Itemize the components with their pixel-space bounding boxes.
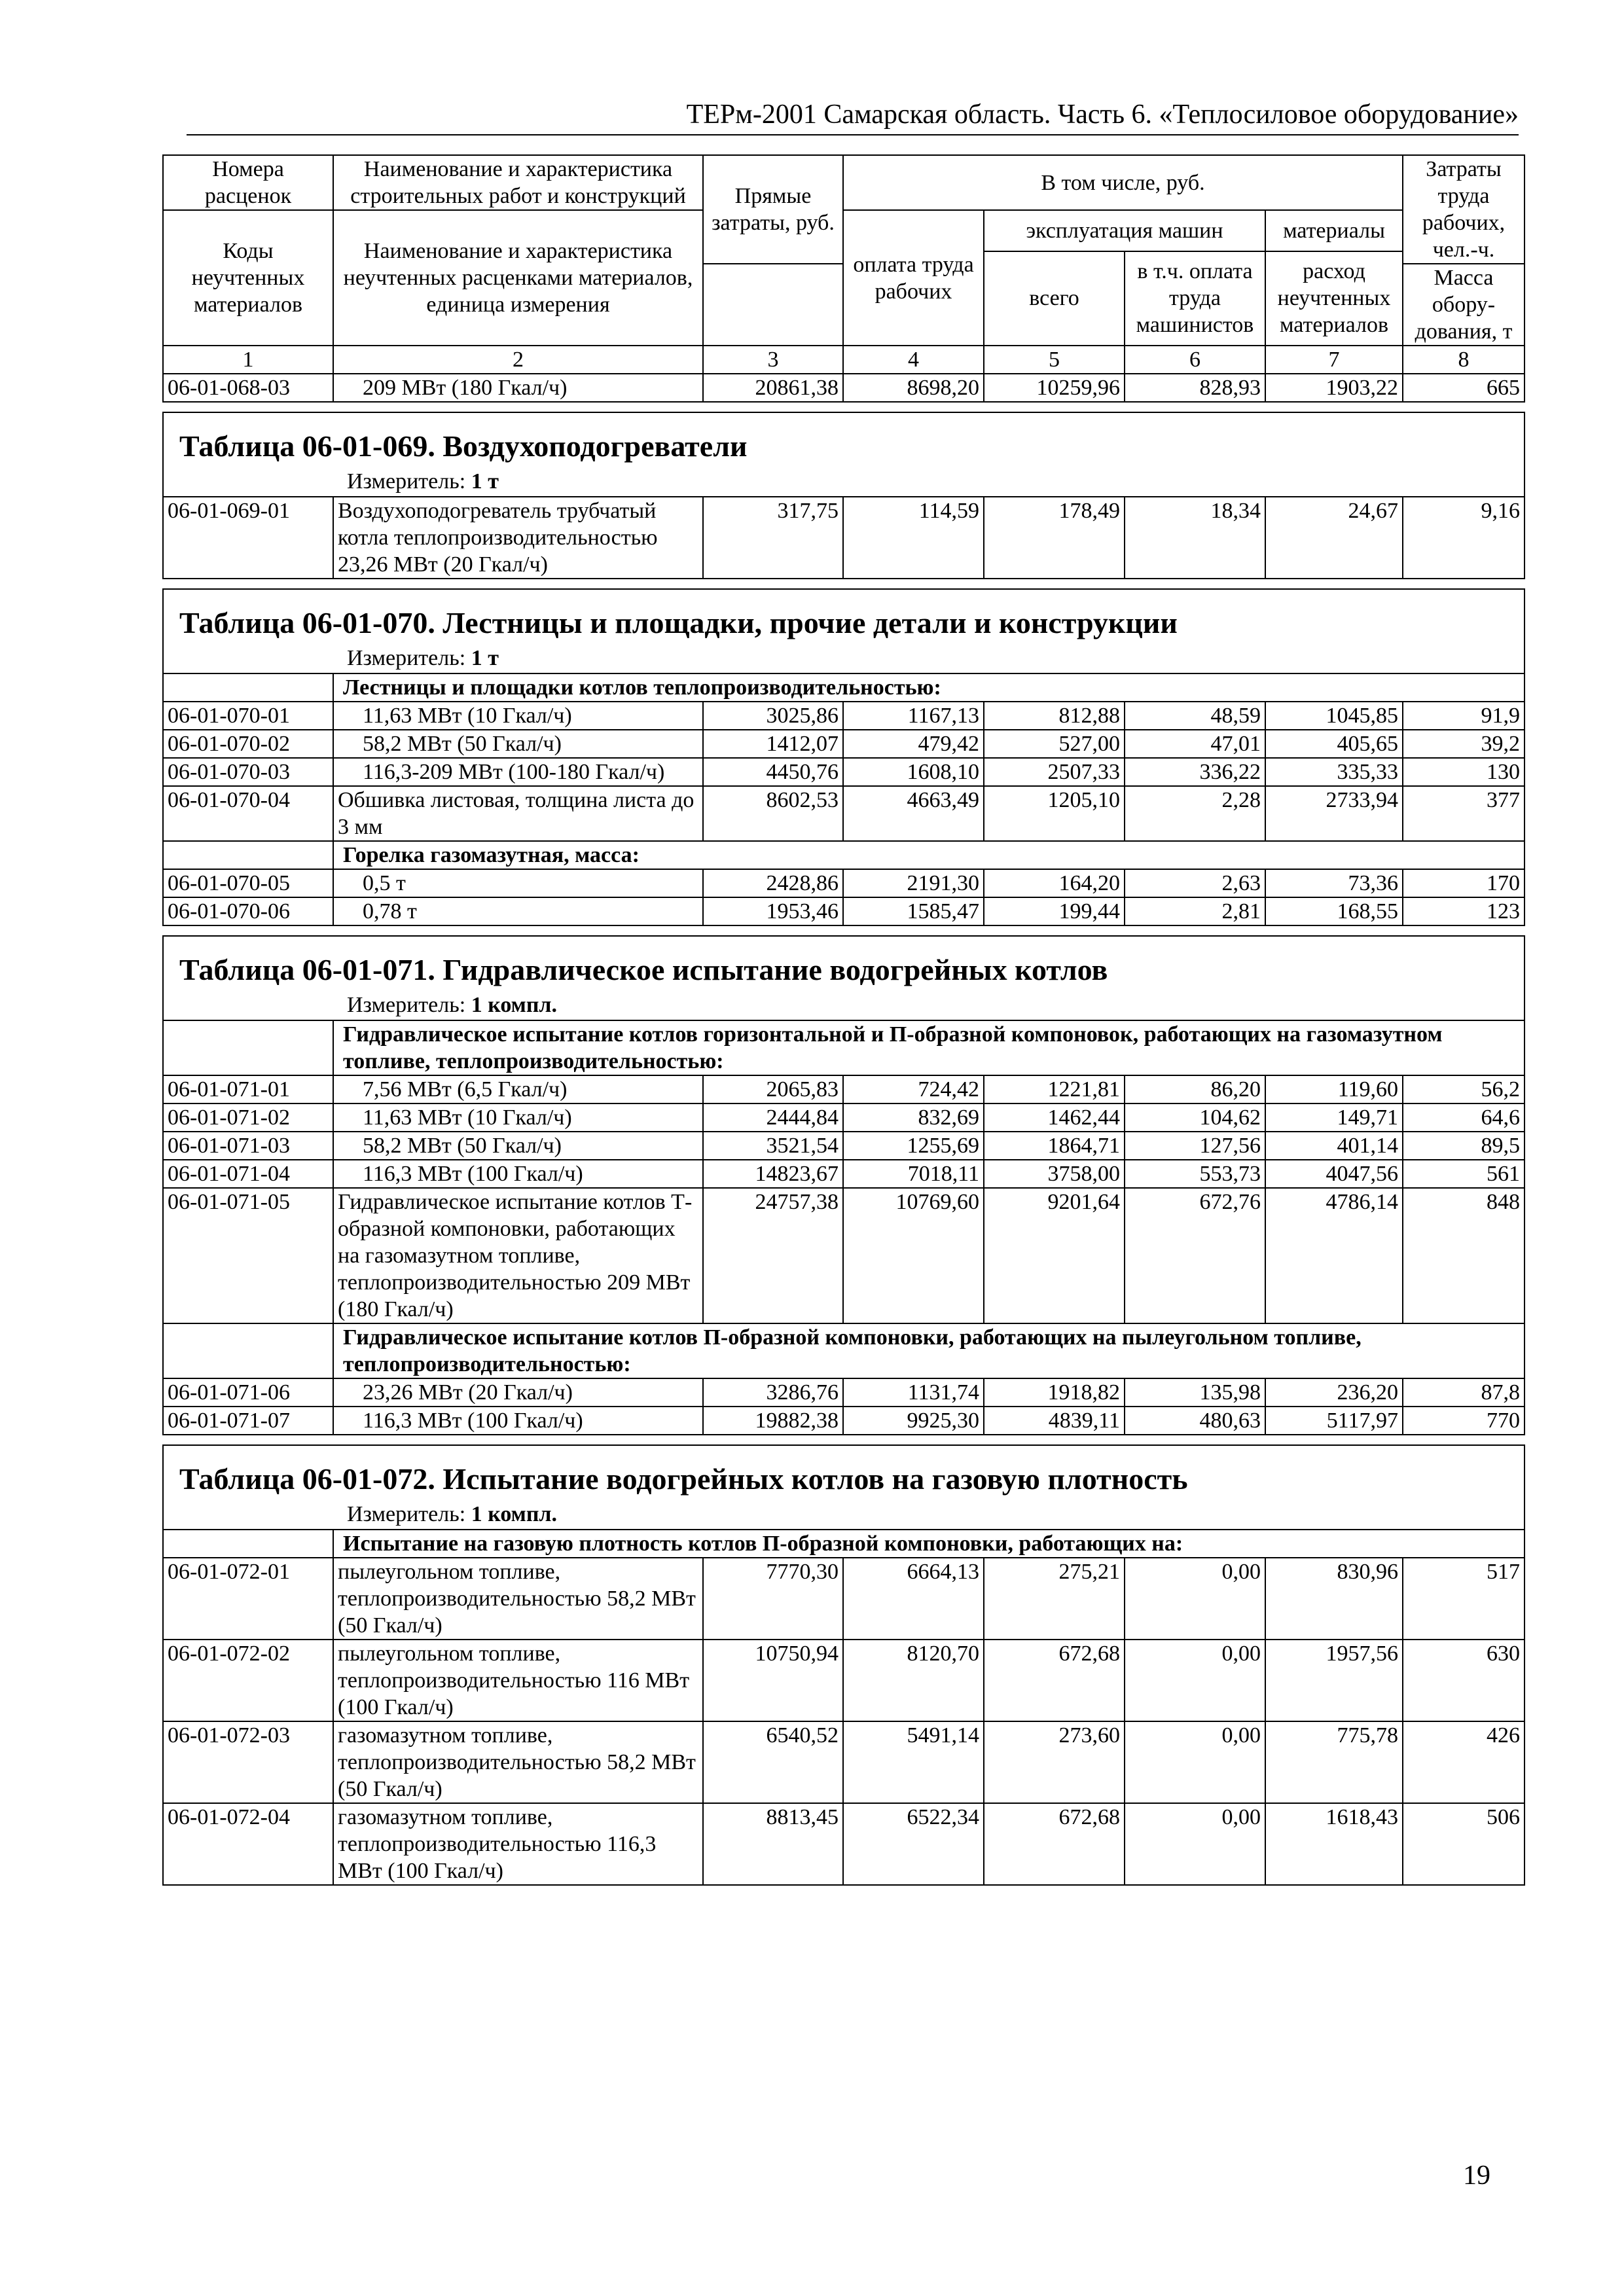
worker-pay-value: 114,59 — [843, 497, 984, 579]
direct-costs-value: 3025,86 — [703, 702, 843, 730]
col-header-direct-costs-cont — [703, 264, 843, 346]
worker-pay-value: 6522,34 — [843, 1803, 984, 1885]
table-title: Таблица 06-01-071. Гидравлическое испытание водогрейных котлов — [163, 936, 1525, 988]
table-title-row — [163, 936, 1525, 988]
machine-total-value: 178,49 — [984, 497, 1125, 579]
col-header-worker-pay: оплата труда рабочих — [843, 210, 984, 346]
rate-name: Гидравлическое испытание котлов Т-образной компоновки, работающих на газомазутном топливе, теплопроизводительностью 209 МВт (180 Гкал/ч) — [333, 1188, 703, 1323]
materials-cost-value: 775,78 — [1265, 1721, 1403, 1803]
rate-code: 06-01-071-06 — [163, 1378, 333, 1407]
unit-line — [163, 641, 1525, 673]
col-number: 2 — [333, 346, 703, 374]
table-row — [163, 1803, 1525, 1885]
labor-or-mass-value: 506 — [1403, 1803, 1525, 1885]
subheading-row — [163, 1530, 1525, 1558]
rate-name: пылеугольном топливе, теплопроизводительностью 116 МВт (100 Гкал/ч) — [333, 1640, 703, 1721]
materials-cost-value: 236,20 — [1265, 1378, 1403, 1407]
materials-cost-value: 119,60 — [1265, 1075, 1403, 1103]
table-title: Таблица 06-01-070. Лестницы и площадки, прочие детали и конструкции — [163, 589, 1525, 641]
machinist-pay-value: 86,20 — [1125, 1075, 1265, 1103]
direct-costs-value: 2444,84 — [703, 1103, 843, 1132]
rate-code: 06-01-071-04 — [163, 1160, 333, 1188]
direct-costs-value: 1953,46 — [703, 897, 843, 925]
rate-code: 06-01-071-03 — [163, 1132, 333, 1160]
direct-costs-value: 24757,38 — [703, 1188, 843, 1323]
table-row — [163, 730, 1525, 758]
col-number: 1 — [163, 346, 333, 374]
labor-or-mass-value: 770 — [1403, 1407, 1525, 1435]
machine-total-value: 199,44 — [984, 897, 1125, 925]
rate-code: 06-01-072-02 — [163, 1640, 333, 1721]
table-row — [163, 497, 1525, 579]
header-rule — [187, 134, 1519, 135]
labor-or-mass-value: 426 — [1403, 1721, 1525, 1803]
rate-name: 7,56 МВт (6,5 Гкал/ч) — [333, 1075, 703, 1103]
unit-line — [163, 464, 1525, 497]
table-row — [163, 1188, 1525, 1323]
labor-or-mass-value: 665 — [1403, 374, 1525, 402]
unit-label: Измеритель: — [347, 1502, 466, 1526]
table-title: Таблица 06-01-072. Испытание водогрейных котлов на газовую плотность — [163, 1445, 1525, 1497]
machine-total-value: 164,20 — [984, 869, 1125, 897]
table-title-row — [163, 1445, 1525, 1497]
rate-name: 116,3 МВт (100 Гкал/ч) — [333, 1407, 703, 1435]
rate-code: 06-01-068-03 — [163, 374, 333, 402]
spacer — [163, 579, 1525, 589]
rate-code: 06-01-070-02 — [163, 730, 333, 758]
worker-pay-value: 9925,30 — [843, 1407, 984, 1435]
table-row — [163, 786, 1525, 841]
machinist-pay-value: 0,00 — [1125, 1721, 1265, 1803]
spacer — [163, 1435, 1525, 1445]
running-header: ТЕРм-2001 Самарская область. Часть 6. «Теплосиловое оборудование» — [686, 99, 1519, 130]
labor-or-mass-value: 89,5 — [1403, 1132, 1525, 1160]
direct-costs-value: 2065,83 — [703, 1075, 843, 1103]
rate-name: 58,2 МВт (50 Гкал/ч) — [333, 1132, 703, 1160]
spacer-row — [163, 1435, 1525, 1445]
unit-value: 1 т — [471, 646, 499, 670]
machinist-pay-value: 0,00 — [1125, 1803, 1265, 1885]
col-number: 4 — [843, 346, 984, 374]
direct-costs-value: 20861,38 — [703, 374, 843, 402]
materials-cost-value: 168,55 — [1265, 897, 1403, 925]
rate-name: пылеугольном топливе, теплопроизводительностью 58,2 МВт (50 Гкал/ч) — [333, 1558, 703, 1640]
rate-name: 58,2 МВт (50 Гкал/ч) — [333, 730, 703, 758]
machine-total-value: 9201,64 — [984, 1188, 1125, 1323]
machine-total-value: 1221,81 — [984, 1075, 1125, 1103]
table-row — [163, 897, 1525, 925]
unit-row — [163, 1497, 1525, 1530]
direct-costs-value: 2428,86 — [703, 869, 843, 897]
machinist-pay-value: 48,59 — [1125, 702, 1265, 730]
labor-or-mass-value: 9,16 — [1403, 497, 1525, 579]
rate-name: 116,3 МВт (100 Гкал/ч) — [333, 1160, 703, 1188]
table-title-row — [163, 589, 1525, 641]
col-header-material-consumption: расход неучтенных материалов — [1265, 251, 1403, 346]
labor-or-mass-value: 123 — [1403, 897, 1525, 925]
machinist-pay-value: 104,62 — [1125, 1103, 1265, 1132]
machine-total-value: 672,68 — [984, 1803, 1125, 1885]
rate-name: Обшивка листовая, толщина листа до 3 мм — [333, 786, 703, 841]
machine-total-value: 1462,44 — [984, 1103, 1125, 1132]
table-row — [163, 1132, 1525, 1160]
machine-total-value: 1205,10 — [984, 786, 1125, 841]
table-row — [163, 869, 1525, 897]
subheading-code-cell — [163, 1020, 333, 1075]
materials-cost-value: 1957,56 — [1265, 1640, 1403, 1721]
rate-name: газомазутном топливе, теплопроизводительностью 58,2 МВт (50 Гкал/ч) — [333, 1721, 703, 1803]
direct-costs-value: 3286,76 — [703, 1378, 843, 1407]
rate-code: 06-01-072-01 — [163, 1558, 333, 1640]
materials-cost-value: 401,14 — [1265, 1132, 1403, 1160]
labor-or-mass-value: 377 — [1403, 786, 1525, 841]
unit-value: 1 компл. — [471, 993, 558, 1017]
col-header-material-codes: Коды неучтенных материалов — [163, 210, 333, 346]
rate-code: 06-01-070-04 — [163, 786, 333, 841]
unit-label: Измеритель: — [347, 469, 466, 493]
rate-code: 06-01-071-01 — [163, 1075, 333, 1103]
table-row — [163, 1075, 1525, 1103]
worker-pay-value: 1255,69 — [843, 1132, 984, 1160]
rate-name: 209 МВт (180 Гкал/ч) — [333, 374, 703, 402]
table-row — [163, 1160, 1525, 1188]
col-number: 5 — [984, 346, 1125, 374]
worker-pay-value: 7018,11 — [843, 1160, 984, 1188]
unit-value: 1 компл. — [471, 1502, 558, 1526]
spacer-row — [163, 402, 1525, 412]
rate-name: газомазутном топливе, теплопроизводительностью 116,3 МВт (100 Гкал/ч) — [333, 1803, 703, 1885]
direct-costs-value: 6540,52 — [703, 1721, 843, 1803]
col-header-name: Наименование и характеристика строительных работ и конструкций — [333, 155, 703, 210]
table-row — [163, 1558, 1525, 1640]
worker-pay-value: 8120,70 — [843, 1640, 984, 1721]
rate-code: 06-01-070-06 — [163, 897, 333, 925]
machinist-pay-value: 135,98 — [1125, 1378, 1265, 1407]
direct-costs-value: 317,75 — [703, 497, 843, 579]
materials-cost-value: 335,33 — [1265, 758, 1403, 786]
labor-or-mass-value: 39,2 — [1403, 730, 1525, 758]
col-header-including: В том числе, руб. — [843, 155, 1403, 210]
machine-total-value: 1918,82 — [984, 1378, 1125, 1407]
subheading-row — [163, 841, 1525, 869]
subheading-code-cell — [163, 673, 333, 702]
subheading: Лестницы и площадки котлов теплопроизводительностью: — [333, 673, 1525, 702]
subheading-row — [163, 1020, 1525, 1075]
rate-code: 06-01-069-01 — [163, 497, 333, 579]
labor-or-mass-value: 630 — [1403, 1640, 1525, 1721]
materials-cost-value: 1903,22 — [1265, 374, 1403, 402]
worker-pay-value: 479,42 — [843, 730, 984, 758]
col-header-codes: Номера расценок — [163, 155, 333, 210]
worker-pay-value: 10769,60 — [843, 1188, 984, 1323]
labor-or-mass-value: 517 — [1403, 1558, 1525, 1640]
direct-costs-value: 8813,45 — [703, 1803, 843, 1885]
col-header-machinist-pay: в т.ч. оплата труда машинистов — [1125, 251, 1265, 346]
machinist-pay-value: 2,63 — [1125, 869, 1265, 897]
unit-value: 1 т — [471, 469, 499, 493]
worker-pay-value: 8698,20 — [843, 374, 984, 402]
direct-costs-value: 1412,07 — [703, 730, 843, 758]
spacer — [163, 402, 1525, 412]
machine-total-value: 812,88 — [984, 702, 1125, 730]
rate-code: 06-01-070-05 — [163, 869, 333, 897]
machine-total-value: 1864,71 — [984, 1132, 1125, 1160]
table-row — [163, 1721, 1525, 1803]
machine-total-value: 527,00 — [984, 730, 1125, 758]
rate-code: 06-01-071-07 — [163, 1407, 333, 1435]
machinist-pay-value: 828,93 — [1125, 374, 1265, 402]
worker-pay-value: 5491,14 — [843, 1721, 984, 1803]
worker-pay-value: 1585,47 — [843, 897, 984, 925]
col-header-equipment-mass: Масса обору-дования, т — [1403, 264, 1525, 346]
col-header-material-name: Наименование и характеристика неучтенных расценками материалов, единица измерения — [333, 210, 703, 346]
table-row — [163, 758, 1525, 786]
machine-total-value: 2507,33 — [984, 758, 1125, 786]
spacer — [163, 925, 1525, 936]
price-table — [162, 154, 1525, 1886]
rate-code: 06-01-070-03 — [163, 758, 333, 786]
materials-cost-value: 5117,97 — [1265, 1407, 1403, 1435]
direct-costs-value: 19882,38 — [703, 1407, 843, 1435]
unit-line — [163, 1497, 1525, 1530]
col-number: 6 — [1125, 346, 1265, 374]
materials-cost-value: 2733,94 — [1265, 786, 1403, 841]
materials-cost-value: 149,71 — [1265, 1103, 1403, 1132]
materials-cost-value: 1618,43 — [1265, 1803, 1403, 1885]
rate-code: 06-01-071-02 — [163, 1103, 333, 1132]
direct-costs-value: 4450,76 — [703, 758, 843, 786]
col-number: 3 — [703, 346, 843, 374]
spacer-row — [163, 579, 1525, 589]
worker-pay-value: 1608,10 — [843, 758, 984, 786]
table-title: Таблица 06-01-069. Воздухоподогреватели — [163, 412, 1525, 464]
col-number: 8 — [1403, 346, 1525, 374]
machinist-pay-value: 2,81 — [1125, 897, 1265, 925]
page-number: 19 — [1463, 2161, 1490, 2191]
machinist-pay-value: 336,22 — [1125, 758, 1265, 786]
rate-code: 06-01-072-04 — [163, 1803, 333, 1885]
direct-costs-value: 3521,54 — [703, 1132, 843, 1160]
col-number: 7 — [1265, 346, 1403, 374]
machinist-pay-value: 0,00 — [1125, 1640, 1265, 1721]
unit-row — [163, 988, 1525, 1020]
worker-pay-value: 724,42 — [843, 1075, 984, 1103]
labor-or-mass-value: 87,8 — [1403, 1378, 1525, 1407]
unit-label: Измеритель: — [347, 993, 466, 1017]
worker-pay-value: 2191,30 — [843, 869, 984, 897]
rate-code: 06-01-071-05 — [163, 1188, 333, 1323]
machinist-pay-value: 0,00 — [1125, 1558, 1265, 1640]
col-header-direct-costs: Прямые затраты, руб. — [703, 155, 843, 264]
table-title-row — [163, 412, 1525, 464]
col-header-machine-total: всего — [984, 251, 1125, 346]
labor-or-mass-value: 91,9 — [1403, 702, 1525, 730]
machinist-pay-value: 18,34 — [1125, 497, 1265, 579]
unit-row — [163, 464, 1525, 497]
subheading-code-cell — [163, 841, 333, 869]
labor-or-mass-value: 170 — [1403, 869, 1525, 897]
materials-cost-value: 4047,56 — [1265, 1160, 1403, 1188]
subheading: Гидравлическое испытание котлов горизонтальной и П-образной компоновок, работающих на газомазутном топливе, теплопроизводительностью: — [333, 1020, 1525, 1075]
table-row — [163, 1103, 1525, 1132]
materials-cost-value: 4786,14 — [1265, 1188, 1403, 1323]
col-header-materials: материалы — [1265, 210, 1403, 251]
worker-pay-value: 6664,13 — [843, 1558, 984, 1640]
subheading-row — [163, 1323, 1525, 1378]
materials-cost-value: 73,36 — [1265, 869, 1403, 897]
rate-name: 11,63 МВт (10 Гкал/ч) — [333, 1103, 703, 1132]
subheading: Испытание на газовую плотность котлов П-образной компоновки, работающих на: — [333, 1530, 1525, 1558]
machine-total-value: 273,60 — [984, 1721, 1125, 1803]
rate-name: 116,3-209 МВт (100-180 Гкал/ч) — [333, 758, 703, 786]
subheading: Гидравлическое испытание котлов П-образной компоновки, работающих на пылеугольном топливе, теплопроизводительностью: — [333, 1323, 1525, 1378]
machine-total-value: 10259,96 — [984, 374, 1125, 402]
labor-or-mass-value: 561 — [1403, 1160, 1525, 1188]
materials-cost-value: 1045,85 — [1265, 702, 1403, 730]
rate-name: 0,5 т — [333, 869, 703, 897]
worker-pay-value: 832,69 — [843, 1103, 984, 1132]
worker-pay-value: 4663,49 — [843, 786, 984, 841]
labor-or-mass-value: 56,2 — [1403, 1075, 1525, 1103]
table-row — [163, 374, 1525, 402]
machine-total-value: 275,21 — [984, 1558, 1125, 1640]
machine-total-value: 672,68 — [984, 1640, 1125, 1721]
direct-costs-value: 7770,30 — [703, 1558, 843, 1640]
labor-or-mass-value: 130 — [1403, 758, 1525, 786]
machinist-pay-value: 47,01 — [1125, 730, 1265, 758]
subheading-row — [163, 673, 1525, 702]
machinist-pay-value: 127,56 — [1125, 1132, 1265, 1160]
worker-pay-value: 1167,13 — [843, 702, 984, 730]
subheading-code-cell — [163, 1323, 333, 1378]
labor-or-mass-value: 848 — [1403, 1188, 1525, 1323]
rate-name: 23,26 МВт (20 Гкал/ч) — [333, 1378, 703, 1407]
materials-cost-value: 830,96 — [1265, 1558, 1403, 1640]
rate-name: Воздухоподогреватель трубчатый котла теплопроизводительностью 23,26 МВт (20 Гкал/ч) — [333, 497, 703, 579]
subheading: Горелка газомазутная, масса: — [333, 841, 1525, 869]
direct-costs-value: 10750,94 — [703, 1640, 843, 1721]
machinist-pay-value: 553,73 — [1125, 1160, 1265, 1188]
table-row — [163, 1407, 1525, 1435]
labor-or-mass-value: 64,6 — [1403, 1103, 1525, 1132]
col-header-labor-costs: Затраты труда рабочих, чел.-ч. — [1403, 155, 1525, 264]
col-header-machine-operation: эксплуатация машин — [984, 210, 1265, 251]
materials-cost-value: 24,67 — [1265, 497, 1403, 579]
table-row — [163, 1378, 1525, 1407]
rate-name: 0,78 т — [333, 897, 703, 925]
worker-pay-value: 1131,74 — [843, 1378, 984, 1407]
unit-row — [163, 641, 1525, 673]
machinist-pay-value: 672,76 — [1125, 1188, 1265, 1323]
rate-code: 06-01-070-01 — [163, 702, 333, 730]
machine-total-value: 3758,00 — [984, 1160, 1125, 1188]
unit-label: Измеритель: — [347, 646, 466, 670]
table-row — [163, 702, 1525, 730]
direct-costs-value: 8602,53 — [703, 786, 843, 841]
unit-line — [163, 988, 1525, 1020]
table-row — [163, 1640, 1525, 1721]
direct-costs-value: 14823,67 — [703, 1160, 843, 1188]
machinist-pay-value: 480,63 — [1125, 1407, 1265, 1435]
rate-code: 06-01-072-03 — [163, 1721, 333, 1803]
subheading-code-cell — [163, 1530, 333, 1558]
machine-total-value: 4839,11 — [984, 1407, 1125, 1435]
machinist-pay-value: 2,28 — [1125, 786, 1265, 841]
materials-cost-value: 405,65 — [1265, 730, 1403, 758]
rate-name: 11,63 МВт (10 Гкал/ч) — [333, 702, 703, 730]
spacer-row — [163, 925, 1525, 936]
